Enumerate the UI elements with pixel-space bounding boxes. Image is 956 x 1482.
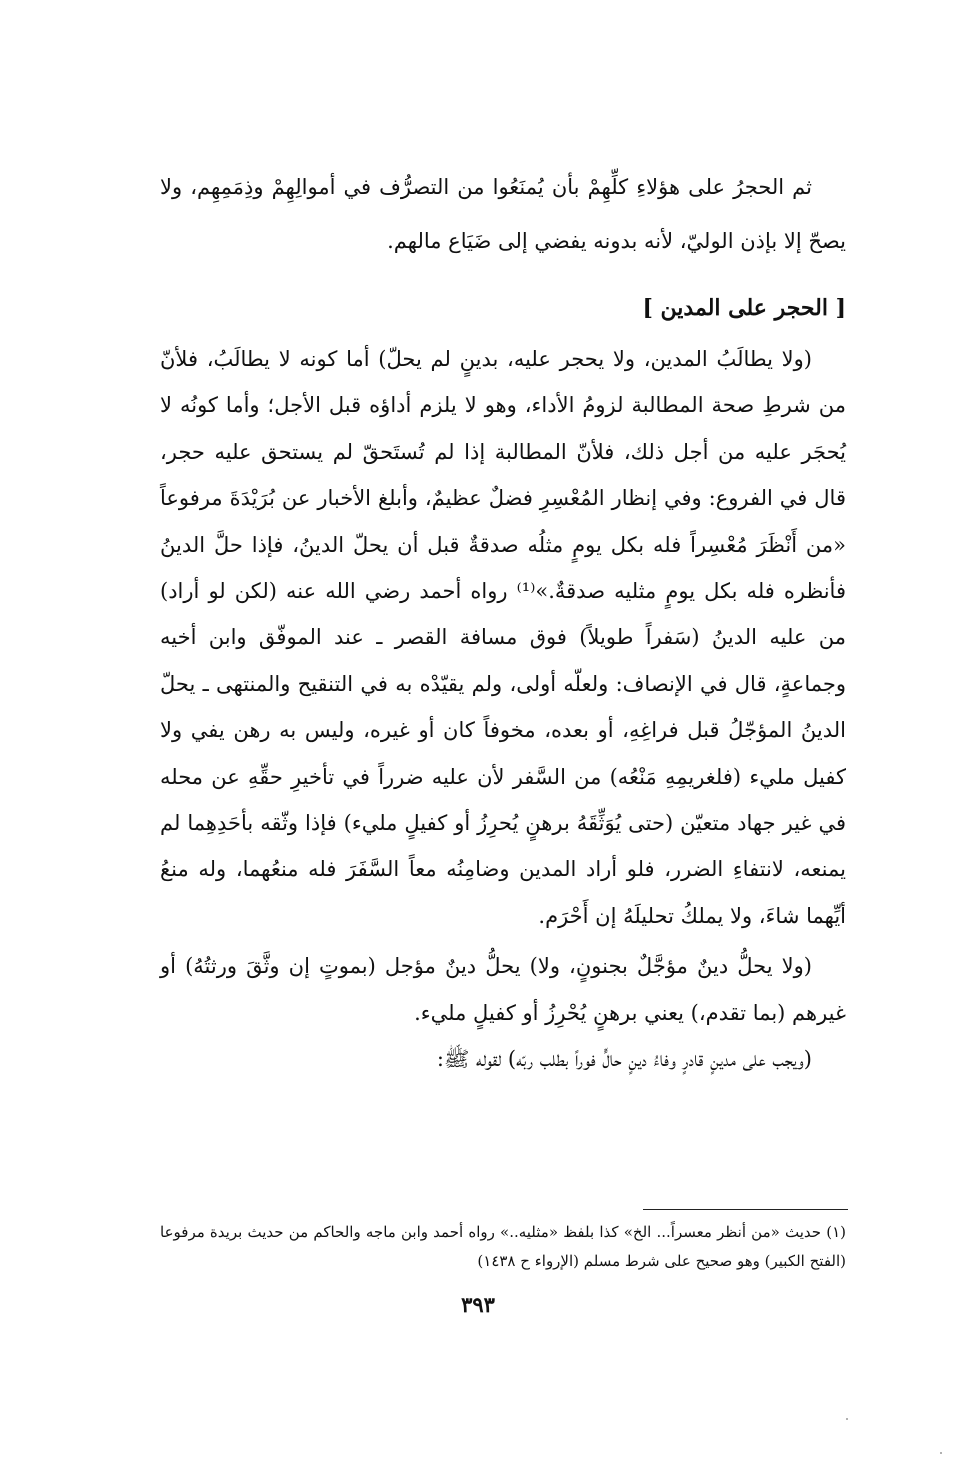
scan-speck xyxy=(940,1452,942,1454)
footnote xyxy=(160,1218,846,1276)
intro-paragraph xyxy=(160,160,846,268)
footnote-divider xyxy=(643,1209,848,1210)
body-paragraph-2: (ولا يحلُّ دينٌ مؤجَّلٌ بجنونٍ، ولا) يحلُّ دينٌ مؤجل (بموتٍ إن وثَّقَ ورثتُهُ) أو غيرهم (بما تقدم،) يعني برهنٍ يُحْرِزُ أو كفيلٍ مليء. xyxy=(160,954,846,1025)
footnote-text: (١) حديث «من أنظر معسراً... الخ» كذا بلفظ «مثليه..» رواه أحمد وابن ماجه والحاكم من حديث بريدة مرفوعا (الفتح الكبير) وهو صحيح على شرط مسلم (الإرواء ح ١٤٣٨) xyxy=(160,1223,846,1270)
intro-paragraph-text: ثم الحجرُ على هؤلاءِ كلِّهِمْ بأن يُمنَعُوا من التصرُّف في أموالِهِمْ وذِمَمِهِم، ولا يصحّ إلا بإذن الوليّ، لأنه بدونه يفضي إلى ضَيَاع مالهم. xyxy=(160,175,846,253)
scan-speck xyxy=(846,1418,848,1420)
section-heading: [ الحجر على المدين ] xyxy=(642,295,846,321)
main-body xyxy=(160,336,846,1083)
page-number: ٣٩٣ xyxy=(461,1292,495,1317)
body-paragraph-1: (ولا يطالَبُ المدين، ولا يحجر عليه، بدينٍ لم يحلّ) أما كونه لا يطالَبُ، فلأنّ من شرطِ صحة المطالبة لزومُ الأداء، وهو لا يلزم أداؤه قبل الأجل؛ وأما كونُه لا يُحجَر عليه من أجل ذلك، فلأنّ المطالبة إذا لم تُستَحقّ لم يستحق عليه حجر، قال في الفروع: وفي إنظار المُعْسِرِ فضلٌ عظيمٌ، وأبلغ الأخبار عن بُرَيْدَةَ مرفوعاً «من أَنْظَرَ مُعْسِراً فله بكل يومٍ مثلُه صدقةٌ قبل أن يحلّ الدينُ، فإذا حلَّ الدينُ فأنظره فله بكل يومٍ مثليه صدقةٌ.»⁽¹⁾ رواه أحمد رضي الله عنه (لكن لو أراد) من عليه الدينُ (سَفراً طويلاً) فوق مسافة القصر ـ عند الموفّق وابن أخيه وجماعةٍ، قال في الإنصاف: ولعلّه أولى، ولم يقيّدْه به في التنقيح والمنتهى ـ يحلّ الدينُ المؤجّلُ قبل فراغِهِ، أو بعده، مخوفاً كان أو غيره، وليس به رهن يفي ولا كفيل مليء (فلغريمِهِ مَنْعُه) من السَّفر لأن عليه ضرراً في تأخيرِ حقِّهِ عن محله في غير جهاد متعيّن (حتى يُوَثِّقَهُ برهنٍ يُحرِزُ أو كفيلٍ مليء) فإذا وثّقه بأحَدِهِما لم يمنعه، لانتفاءِ الضرر، فلو أراد المدين وضامِنُه معاً السَّفَرَ فله منعُهما، وله منعُ أيِّهما شاءَ، ولا يملكُ تحليلَهُ إن أَحْرَم. xyxy=(160,347,846,928)
body-paragraph-3: (ويجب على مدينٍ قادرٍ وفاءُ دينٍ حالٍّ فوراً بطلب ربّه) لقوله ﷺ: xyxy=(436,1047,812,1072)
